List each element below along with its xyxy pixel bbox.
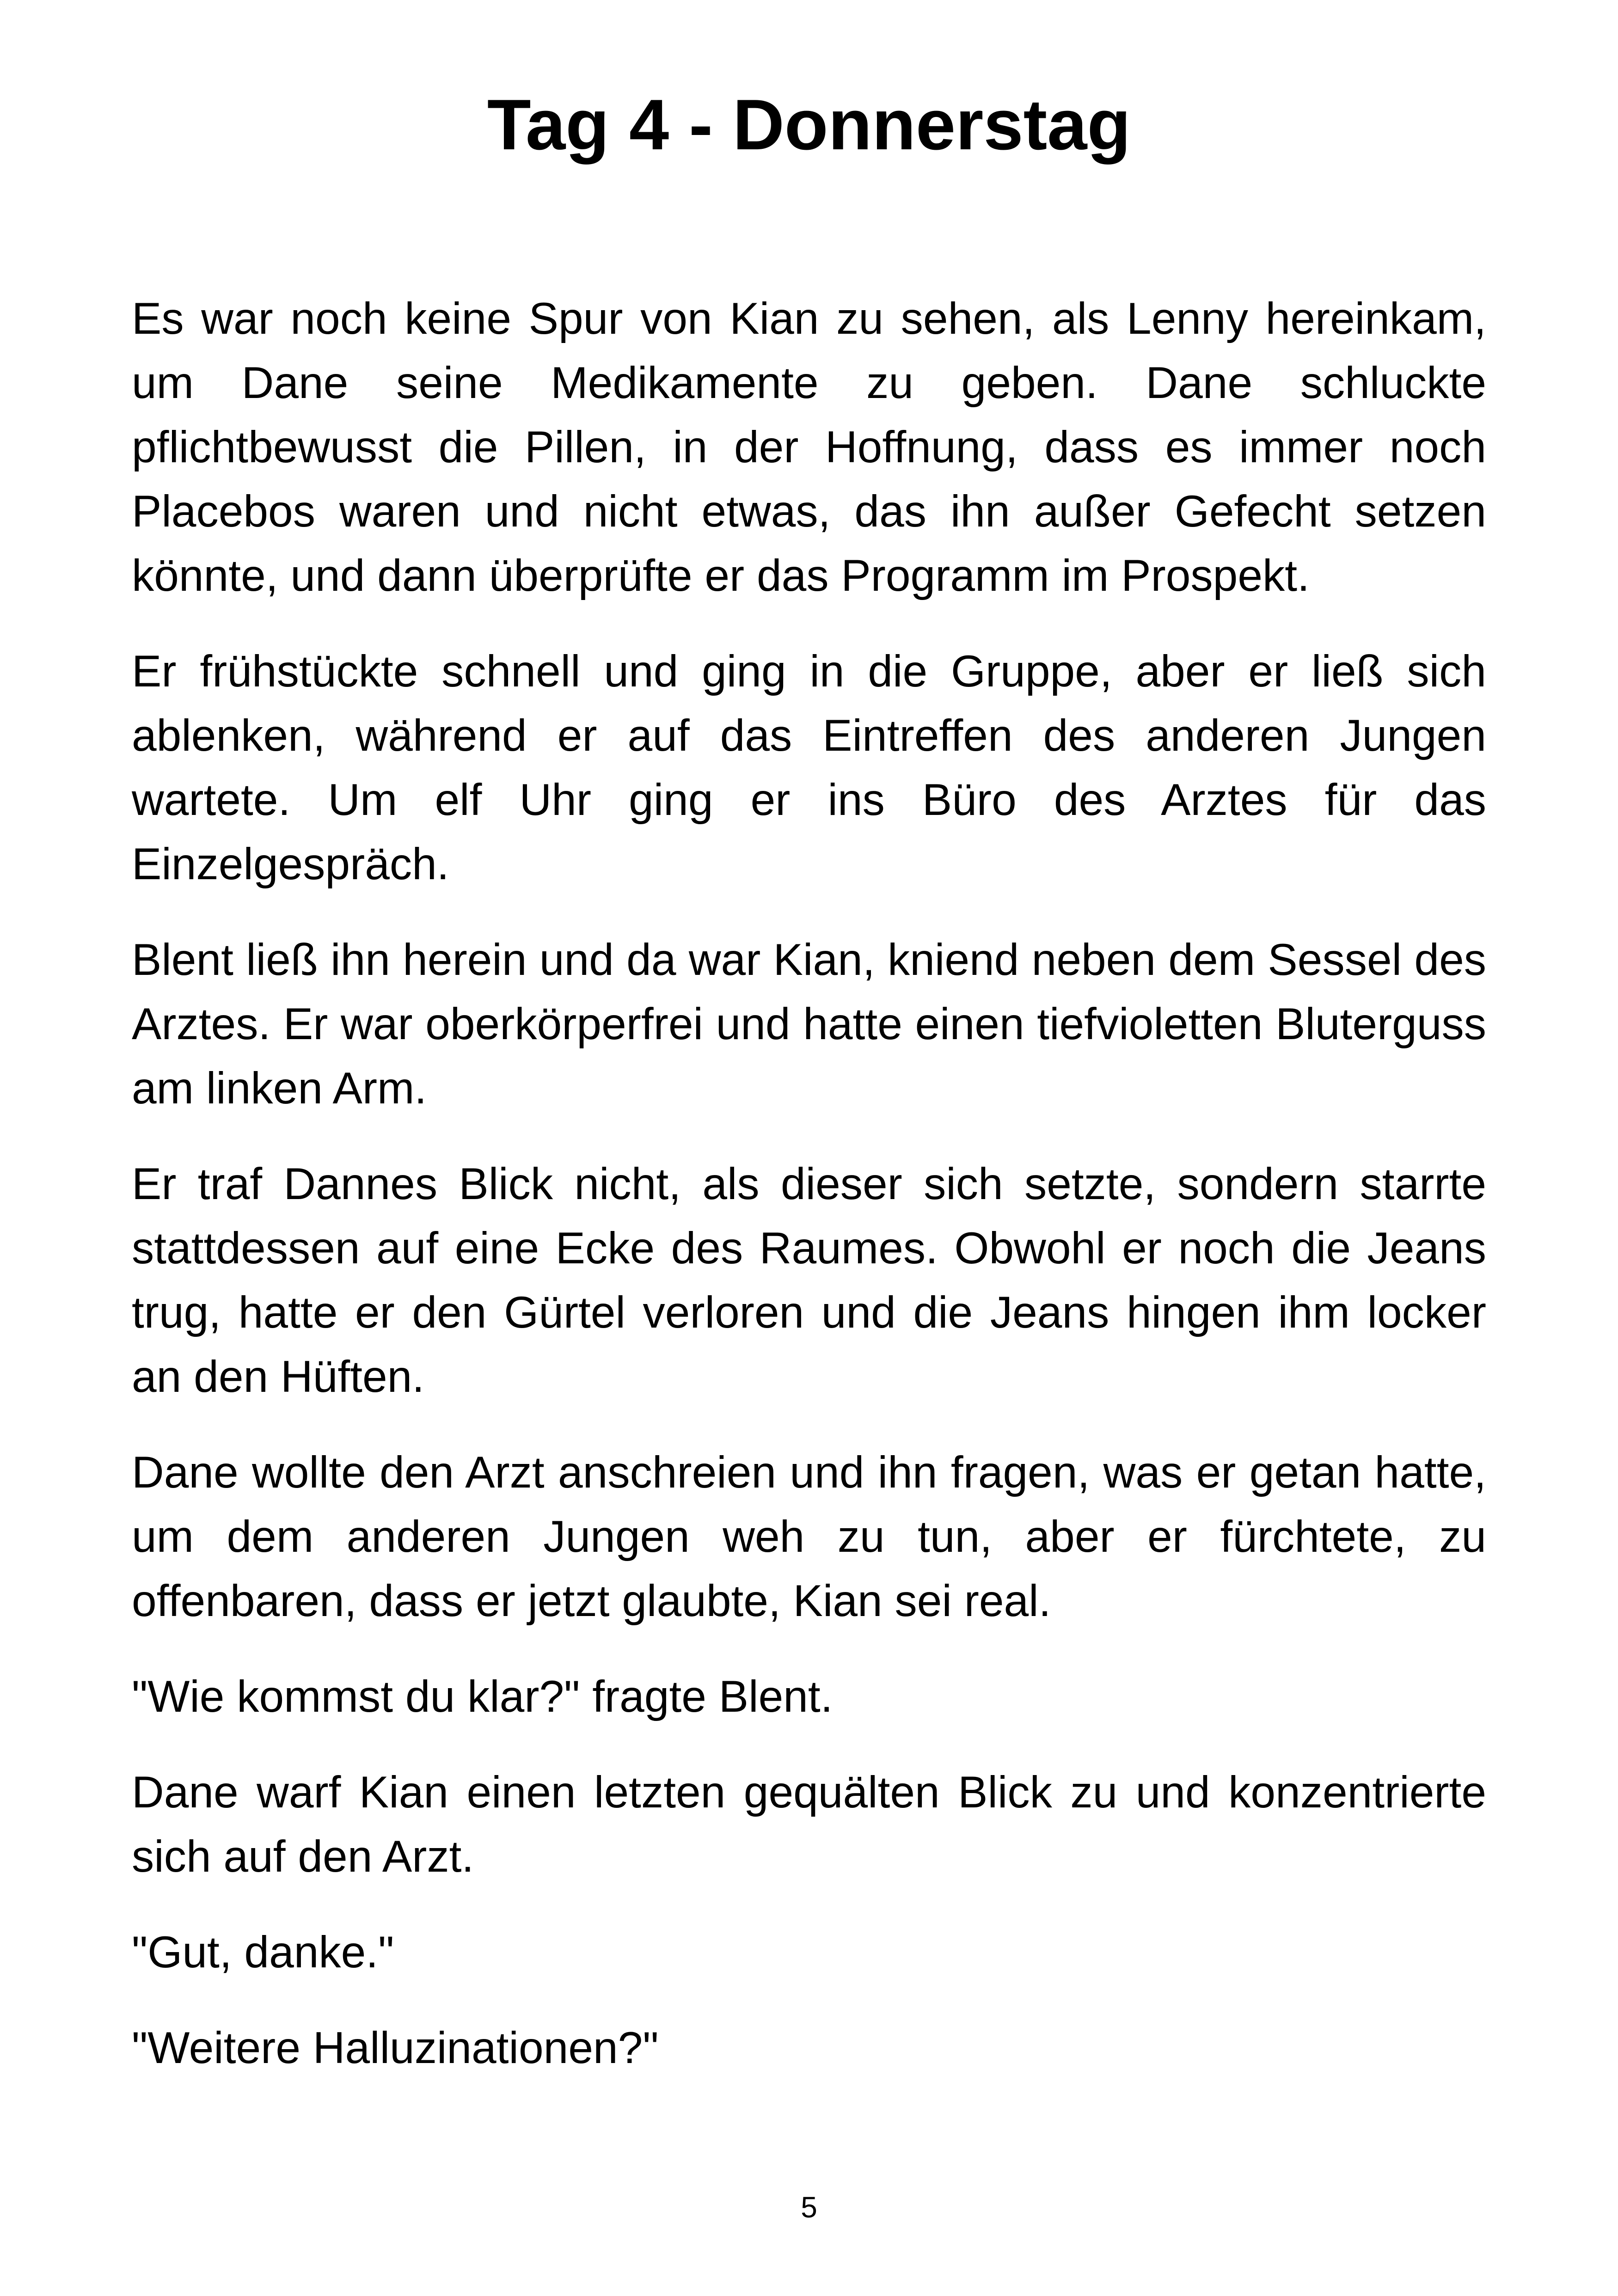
paragraph-5: Dane wollte den Arzt anschreien und ihn fragen, was er getan hatte, um dem anderen Jungen weh zu tun, aber er fürchtete, zu offenbaren, dass er jetzt glaubte, Kian sei real.: [132, 1448, 1486, 1626]
page-number: 5: [801, 2191, 817, 2224]
dialogue-line-2: "Gut, danke.": [132, 1928, 394, 1977]
paragraph-6: Dane warf Kian einen letzten gequälten Blick zu und konzentrierte sich auf den Arzt.: [132, 1768, 1486, 1881]
chapter-title: Tag 4 - Donnerstag: [487, 85, 1131, 165]
paragraph-4: Er traf Dannes Blick nicht, als dieser sich setzte, sondern starrte stattdessen auf eine Ecke des Raumes. Obwohl er noch die Jeans trug, hatte er den Gürtel verloren und die Jeans hingen ihm locker an den Hüften.: [132, 1159, 1486, 1402]
paragraph-2: Er frühstückte schnell und ging in die Gruppe, aber er ließ sich ablenken, während er auf das Eintreffen des anderen Jungen wartete. Um elf Uhr ging er ins Büro des Arztes für das Einzelgespräch.: [132, 647, 1486, 889]
dialogue-line-3: "Weitere Halluzinationen?": [132, 2023, 659, 2073]
paragraph-3: Blent ließ ihn herein und da war Kian, kniend neben dem Sessel des Arztes. Er war oberkörperfrei und hatte einen tiefvioletten Bluterguss am linken Arm.: [132, 935, 1486, 1113]
paragraph-1: Es war noch keine Spur von Kian zu sehen, als Lenny hereinkam, um Dane seine Medikamente zu geben. Dane schluckte pflichtbewusst die Pillen, in der Hoffnung, dass es immer noch Placebos waren und nicht etwas, das ihn außer Gefecht setzen könnte, und dann überprüfte er das Programm im Prospekt.: [132, 294, 1486, 600]
dialogue-line-1: "Wie kommst du klar?" fragte Blent.: [132, 1672, 833, 1721]
body-text: [132, 287, 1486, 2112]
